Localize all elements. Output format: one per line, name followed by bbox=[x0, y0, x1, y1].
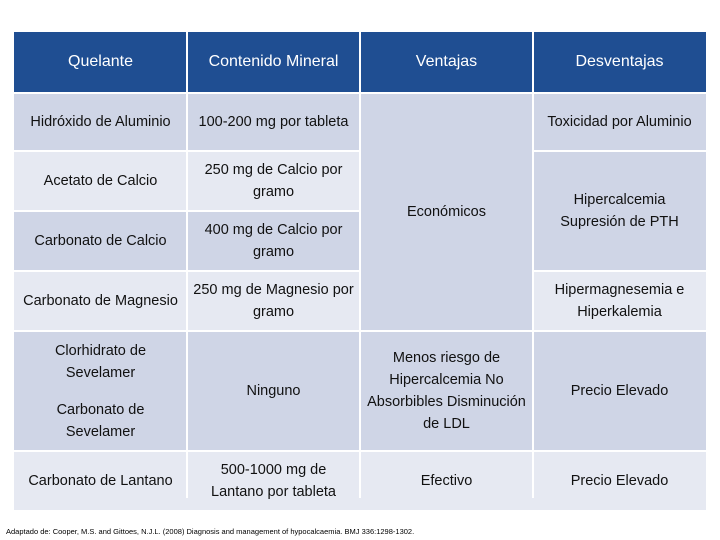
cell-quelante-carbonato-calcio: Carbonato de Calcio bbox=[14, 212, 187, 270]
cell-desventaja-calcio: Hipercalcemia Supresión de PTH bbox=[533, 152, 706, 270]
cell-quelante-hidroxido: Hidróxido de Aluminio bbox=[14, 94, 187, 150]
cell-desventaja-sevelamer: Precio Elevado bbox=[533, 332, 706, 450]
sevelamer-clorhidrato-label: Clorhidrato de Sevelamer bbox=[54, 342, 147, 381]
cell-quelante-carbonato-magnesio: Carbonato de Magnesio bbox=[14, 272, 187, 330]
cell-desventaja-hidroxido: Toxicidad por Aluminio bbox=[533, 94, 706, 150]
cell-desventaja-lantano: Precio Elevado bbox=[533, 452, 706, 510]
cell-ventaja-economicos: Económicos bbox=[360, 94, 533, 330]
cell-contenido-hidroxido: 100-200 mg por tableta bbox=[187, 94, 360, 150]
header-ventajas: Ventajas bbox=[360, 32, 533, 92]
cell-contenido-carbonato-calcio: 400 mg de Calcio por gramo bbox=[187, 212, 360, 270]
column-separator bbox=[186, 32, 188, 498]
column-separator bbox=[359, 32, 361, 498]
column-separator bbox=[532, 32, 534, 498]
header-contenido-mineral: Contenido Mineral bbox=[187, 32, 360, 92]
cell-contenido-acetato: 250 mg de Calcio por gramo bbox=[187, 152, 360, 210]
cell-desventaja-magnesio: Hipermagnesemia e Hiperkalemia bbox=[533, 272, 706, 330]
cell-ventaja-sevelamer: Menos riesgo de Hipercalcemia No Absorbibles Disminución de LDL bbox=[360, 332, 533, 450]
cell-contenido-carbonato-magnesio: 250 mg de Magnesio por gramo bbox=[187, 272, 360, 330]
cell-quelante-acetato: Acetato de Calcio bbox=[14, 152, 187, 210]
cell-quelante-sevelamer bbox=[14, 332, 187, 450]
cell-quelante-lantano: Carbonato de Lantano bbox=[14, 452, 187, 510]
header-desventajas: Desventajas bbox=[533, 32, 706, 92]
sevelamer-carbonato-label: Carbonato de Sevelamer bbox=[56, 401, 145, 440]
cell-contenido-lantano: 500-1000 mg de Lantano por tableta bbox=[187, 452, 360, 510]
cell-ventaja-lantano: Efectivo bbox=[360, 452, 533, 510]
header-quelante: Quelante bbox=[14, 32, 187, 92]
cell-contenido-sevelamer: Ninguno bbox=[187, 332, 360, 450]
source-footnote: Adaptado de: Cooper, M.S. and Gittoes, N.J.L. (2008) Diagnosis and management of hypocalcaemia. BMJ 336:1298-1302. bbox=[6, 527, 415, 536]
